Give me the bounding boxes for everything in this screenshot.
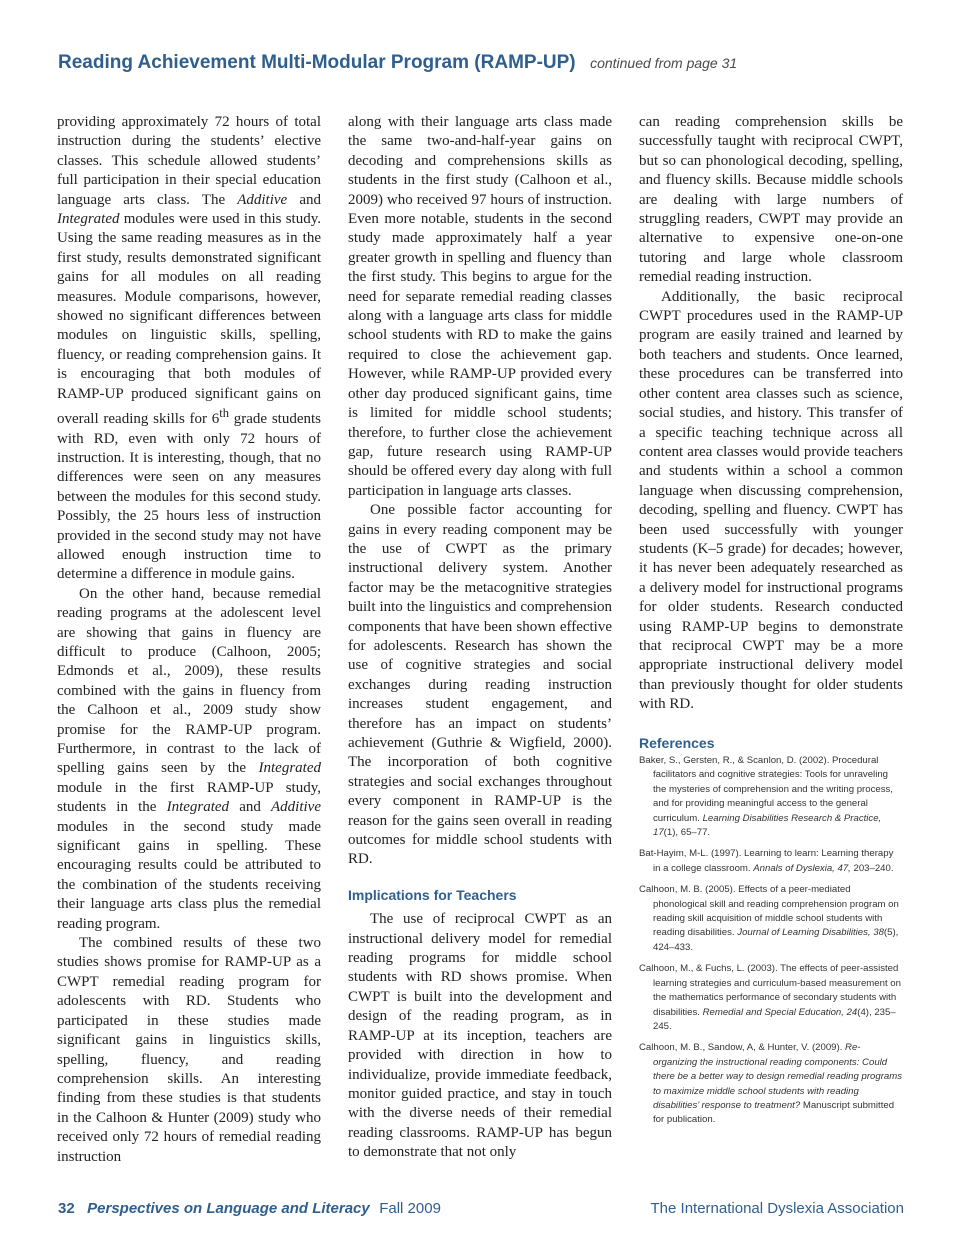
paragraph: Additionally, the basic reciprocal CWPT procedures used in the RAMP-UP program are easily trained and learned by both teachers and students. Once learned, these procedures can be transferred into other content area classes such as science, social studies, and history. This transfer of a specific teaching technique across all content area classes would provide teachers and students within a school a common language when discussing comprehension, decoding, spelling and fluency. CWPT has been used successfully with younger students (K–5 grade) for decades; however, it has never been adequately researched as a delivery model for instructional programs for older students. Research conducted using RAMP-UP begins to demonstrate that reciprocal CWPT may be a more appropriate instructional delivery model than previously thought for older students with RD. (639, 288, 903, 713)
paragraph: The combined results of these two studies shows promise for RAMP-UP as a CWPT remedial reading program for adolescents with RD. Students who participated in these studies made significant gains in linguistics skills, spelling, fluency, and reading comprehension skills. An interesting finding from these studies is that students in the Calhoon & Hunter (2009) study who received only 72 hours of remedial reading instruction (57, 935, 321, 1165)
reference-item: Calhoon, M. B. (2005). Effects of a peer-mediated phonological skill and reading comprehension program on reading skill acquisition of middle school students with reading disabilities. Journal of Learning Disabilities, 38(5), 424–433. (639, 884, 899, 953)
paragraph: providing approximately 72 hours of total instruction during the students’ elective classes. This schedule allowed students’ full participation in their special education language arts class. The Additive and Integrated modules were used in this study. Using the same reading measures as in the first study, results demonstrated significant gains for all modules on all reading measures. Module comparisons, however, showed no significant differences between modules on linguistic skills, spelling, fluency, or reading comprehension gains. It is encouraging that both modules of RAMP-UP produced significant gains on overall reading skills for 6th grade students with RD, even with only 72 hours of instruction. It is interesting, though, that no differences were seen on any measures between the modules for this second study. Possibly, the 25 hours less of instruction provided in the second study may not have allowed enough instruction time to determine a difference in module gains. (57, 114, 321, 583)
ordinal-suffix: th (219, 406, 230, 421)
paragraph: On the other hand, because remedial reading programs at the adolescent level are showing that gains in fluency are difficult to produce (Calhoon, 2005; Edmonds et al., 2009), these results combined with the gains in fluency from the Calhoon et al., 2009 study show promise for the RAMP-UP program. Furthermore, in contrast to the lack of spelling gains seen by the Integrated module in the first RAMP-UP study, students in the Integrated and Additive modules in the second study made significant gains in spelling. These encouraging results could be attributed to the combination of the students receiving their language arts class plus the remedial reading program. (57, 585, 321, 932)
reference-item: Calhoon, M. B., Sandow, A, & Hunter, V. (2009). Re-organizing the instructional reading components: Could there be a better way to design remedial reading programs to maximize middle school students with reading disabilities’ response to treatment? Manuscript submitted for publication. (639, 1042, 903, 1126)
module-name: Integrated (57, 211, 120, 228)
module-name: Additive (271, 799, 321, 816)
column-left (57, 113, 321, 1185)
page-footer (58, 1200, 904, 1224)
continued-note: continued from page 31 (590, 55, 738, 71)
paragraph: along with their language arts class made the same two-and-half-year gains on decoding and comprehensions skills as students in the first study (Calhoon et al., 2009) who received 97 hours of instruction. Even more notable, students in the second study made approximately half a year greater growth in spelling and fluency than the first study. This begins to argue for the need for separate remedial reading classes along with a language arts class for middle school students with RD to make the gains required to close the achievement gap. However, while RAMP-UP provided every other day produced significant gains, time is limited for middle school students; therefore, to further close the achievement gap, future research using RAMP-UP should be offered every day along with full participation in language arts classes. (348, 114, 612, 499)
article-title: Reading Achievement Multi-Modular Program (RAMP-UP) (58, 52, 576, 73)
page-number: 32 (58, 1200, 75, 1217)
paragraph: One possible factor accounting for gains in every reading component may be the use of CWPT as the primary instructional delivery system. Another factor may be the metacognitive strategies built into the linguistics and comprehension components that have been shown effective for adolescents. Research has shown the use of cognitive strategies and social exchanges during reading instruction increases student engagement, and therefore has an impact on students’ achievement (Guthrie & Wigfield, 2000). The incorporation of both cognitive strategies and social exchanges throughout every component in RAMP-UP is the reason for the gains seen overall in reading outcomes for middle school students with RD. (348, 502, 612, 868)
reference-item: Baker, S., Gersten, R., & Scanlon, D. (2002). Procedural facilitators and cognitive strategies: Tools for unraveling the mysteries of comprehension and the writing process, and for providing meaningful access to the general curriculum. Learning Disabilities Research & Practice, 17(1), 65–77. (639, 755, 893, 839)
issue-date: Fall 2009 (379, 1200, 441, 1217)
journal-title: Perspectives on Language and Literacy (87, 1200, 370, 1217)
column-middle (348, 113, 612, 1185)
reference-item: Calhoon, M., & Fuchs, L. (2003). The effects of peer-assisted learning strategies and curriculum-based measurement on the mathematics performance of secondary students with disabilities. Remedial and Special Education, 24(4), 235–245. (639, 963, 901, 1032)
paragraph: The use of reciprocal CWPT as an instructional delivery model for remedial reading programs for middle school students with RD shows promise. When CWPT is built into the development and design of the reading program, as in RAMP-UP at its inception, teachers are provided with direction in how to individualize, provide immediate feedback, monitor guided practice, and stay in touch with the diverse needs of their remedial reading classrooms. RAMP-UP has begun to demonstrate that not only (348, 911, 612, 1161)
column-right (639, 113, 903, 1185)
module-name: Additive (237, 191, 288, 208)
paragraph: can reading comprehension skills be successfully taught with reciprocal CWPT, but so can phonological decoding, spelling, and fluency skills. Because middle schools are dealing with large numbers of struggling readers, CWPT may provide an alternative to expensive one-on-one tutoring and large whole classroom remedial reading instruction. (639, 114, 903, 286)
module-name: Integrated (166, 799, 230, 816)
running-header (58, 52, 918, 82)
section-heading: Implications for Teachers (348, 886, 517, 903)
association-name: The International Dyslexia Association (650, 1200, 904, 1217)
references-heading: References (639, 734, 715, 751)
reference-item: Bat-Hayim, M-L. (1997). Learning to learn: Learning therapy in a college classroom. Annals of Dyslexia, 47, 203–240. (639, 848, 894, 874)
module-name: Integrated (258, 760, 321, 777)
reference-list (639, 754, 903, 1128)
